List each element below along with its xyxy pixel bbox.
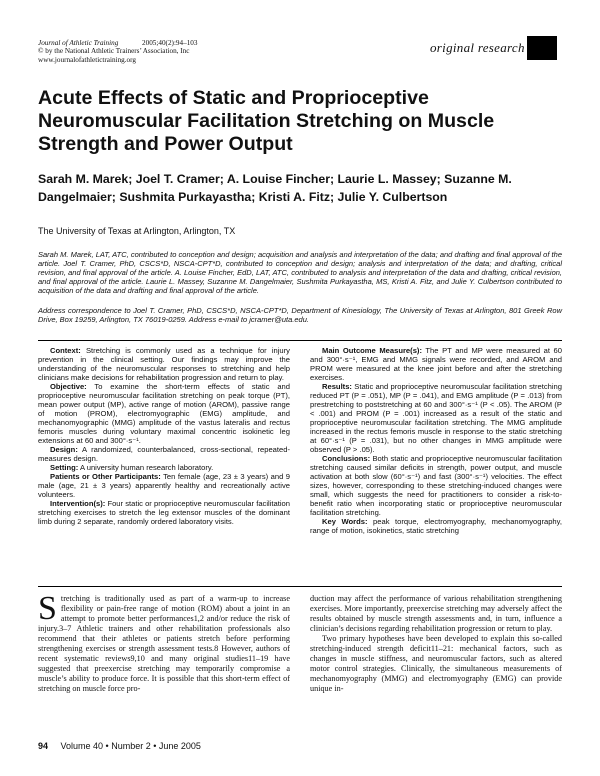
abstract-key-words: [310, 517, 562, 535]
journal-name: Journal of Athletic Training: [38, 39, 119, 47]
abstract-label: Objective:: [50, 382, 87, 391]
abstract-label: Main Outcome Measure(s):: [322, 346, 422, 355]
abstract-label: Key Words:: [322, 517, 368, 526]
intro-paragraph: [38, 590, 290, 694]
abstract-left-column: [38, 346, 290, 526]
abstract-text: A randomized, counterbalanced, cross-sectional, repeated-measures design.: [38, 445, 290, 463]
journal-website: www.journalofathletictraining.org: [38, 55, 137, 64]
abstract-label: Patients or Other Participants:: [50, 472, 161, 481]
abstract-text: Four static or proprioceptive neuromuscular facilitation stretching exercises to stretch the leg extensor muscles of the dominant limb during 2 separate, randomly ordered laboratory visits.: [38, 499, 290, 526]
abstract-text: Both static and proprioceptive neuromuscular facilitation stretching caused similar deficits in strength, power output, and muscle activation at both slow (60°·s⁻¹) and fast (300°·s⁻¹) velocities. The effect sizes, however, corresponding to these stretching-induced changes were small, which suggests the need for practitioners to consider a risk-to-benefit ratio when incorporating static or proprioceptive neuromuscular facilitation stretching.: [310, 454, 562, 517]
abstract-label: Setting:: [50, 463, 79, 472]
article-type-badge: original research: [430, 40, 525, 55]
abstract-label: Intervention(s):: [50, 499, 106, 508]
abstract-text: Ten female (age, 23 ± 3 years) and 9 male (age, 21 ± 3 years) apparently healthy and recreationally active volunteers.: [38, 472, 290, 499]
abstract-objective: [38, 382, 290, 445]
abstract-label: Design:: [50, 445, 78, 454]
abstract-participants: [38, 472, 290, 499]
drop-cap: S: [38, 590, 57, 627]
affiliation: The University of Texas at Arlington, Arlington, TX: [38, 226, 236, 236]
page-number: 94: [38, 741, 49, 751]
body-left-column: [38, 590, 290, 694]
volume-info: 2005;40(2):94–103: [142, 39, 198, 47]
issue-info: Volume 40 • Number 2 • June 2005: [60, 741, 201, 751]
abstract-text: A university human research laboratory.: [79, 463, 214, 472]
abstract-text: peak torque, electromyography, mechanomyography, range of motion, isokinetics, static stretching: [310, 517, 562, 535]
abstract-text: Static and proprioceptive neuromuscular facilitation stretching reduced PT (P = .051), MP (P = .041), and EMG amplitude (P = .013) from prestretching to poststretching at 60 and 300°·s⁻¹ (P < .05). The AROM (P < .001) and PROM (P = .001) increased as a result of the static and proprioceptive neuromuscular facilitation stretching. The MMG amplitude increased in the rectus femoris muscle in response to the static stretching at 60°·s⁻¹ (P = .031), but no other changes in MMG amplitude were observed (P > .05).: [310, 382, 562, 454]
abstract-outcome-measures: [310, 346, 562, 382]
abstract-text: Stretching is commonly used as a technique for injury prevention in the clinical setting. Our findings may improve the understanding of the neuromuscular responses to stretching and help clinicians make decisions for rehabilitation progression and return to play.: [38, 346, 290, 382]
badge-block: [527, 36, 557, 60]
journal-header: [38, 39, 298, 64]
article-title: Acute Effects of Static and Proprioceptive Neuromuscular Facilitation Stretching on Muscle Strength and Power Output: [38, 87, 495, 155]
abstract-right-column: [310, 346, 562, 535]
abstract-label: Results:: [322, 382, 352, 391]
abstract-label: Conclusions:: [322, 454, 371, 463]
abstract-context: [38, 346, 290, 382]
abstract-label: Context:: [50, 346, 81, 355]
author-list: Sarah M. Marek; Joel T. Cramer; A. Louise Fincher; Laurie L. Massey; Suzanne M. Dangelmaier; Sushmita Purkayastha; Kristi A. Fitz; Julie Y. Culbertson: [38, 172, 512, 204]
abstract-conclusions: [310, 454, 562, 517]
abstract-results: [310, 382, 562, 454]
abstract-divider: [38, 586, 562, 587]
contributions-note: Sarah M. Marek, LAT, ATC, contributed to conception and design; acquisition and analysis and interpretation of the data; and drafting and final approval of the article. Joel T. Cramer, PhD, CSCS*D, NSCA-CPT*D, contributed to conception and design; analysis and interpretation of the data; and drafting, critical revision, and final approval of the article. A. Louise Fincher, EdD, LAT, ATC, contributed to analysis and interpretation of the data and drafting, critical revision, and final approval of the article. Laurie L. Massey, Suzanne M. Dangelmaier, Sushmita Purkayastha, MS, Kristi A. Fitz, and Julie Y. Culbertson contributed to acquisition of the data and drafting and final approval of the article.: [38, 250, 562, 296]
page-footer: [38, 741, 201, 751]
body-paragraph: duction may affect the performance of various rehabilitation strengthening exercises. More importantly, preexercise stretching may adversely affect the results obtained by muscle strength assessments and, in turn, influence a clinician’s decisions regarding rehabilitation progression or return to play.: [310, 594, 562, 633]
copyright: © by the National Athletic Trainers’ Association, Inc: [38, 47, 190, 56]
intro-text: tretching is traditionally used as part of a warm-up to increase flexibility or pain-free range of motion (ROM) about a joint in an attempt to promote better performances1,2 and/or reduce the risk of injury.3–7 Athletic trainers and other rehabilitation professionals also recommend that their athletes or patients stretch before performing strengthening exercises or strength assessment tests.8 However, authors of recent systematic reviews9,10 and many original studies11–19 have suggested that preexercise stretching may temporarily compromise a muscle’s ability to produce force. It is possible that this short-term effect of stretching on muscle force pro-: [38, 594, 290, 693]
abstract-design: [38, 445, 290, 463]
body-right-column: [310, 594, 562, 694]
abstract-interventions: [38, 499, 290, 526]
abstract-text: The PT and MP were measured at 60 and 300°·s⁻¹, EMG and MMG signals were recorded, and AROM and PROM were measured at the knee joint before and after the stretching exercises.: [310, 346, 562, 382]
abstract-text: To examine the short-term effects of static and proprioceptive neuromuscular facilitation stretching on peak torque (PT), mean power output (MP), active range of motion (AROM), passive range of motion (PROM), electromyographic (EMG) amplitude, and mechanomyographic (MMG) amplitude of the vastus lateralis and rectus femoris muscles during voluntary maximal concentric isokinetic leg extensions at 60 and 300°·s⁻¹.: [38, 382, 290, 445]
correspondence-address: Address correspondence to Joel T. Cramer, PhD, CSCS*D, NSCA-CPT*D, Department of Kinesiology, The University of Texas at Arlington, 801 Greek Row Drive, Box 19259, Arlington, TX 76019-0259. Address e-mail to jcramer@uta.edu.: [38, 306, 562, 325]
abstract-setting: [38, 463, 290, 472]
body-paragraph: Two primary hypotheses have been developed to explain this so-called stretching-induced strength deficit11–21: mechanical factors, such as changes in muscle stiffness, and neuromuscular factors, such as altered motor control strategies. Clinically, the simultaneous measurements of mechanomyography (MMG) and electromyography (EMG) can provide unique in-: [310, 634, 562, 693]
top-divider: [38, 340, 562, 341]
